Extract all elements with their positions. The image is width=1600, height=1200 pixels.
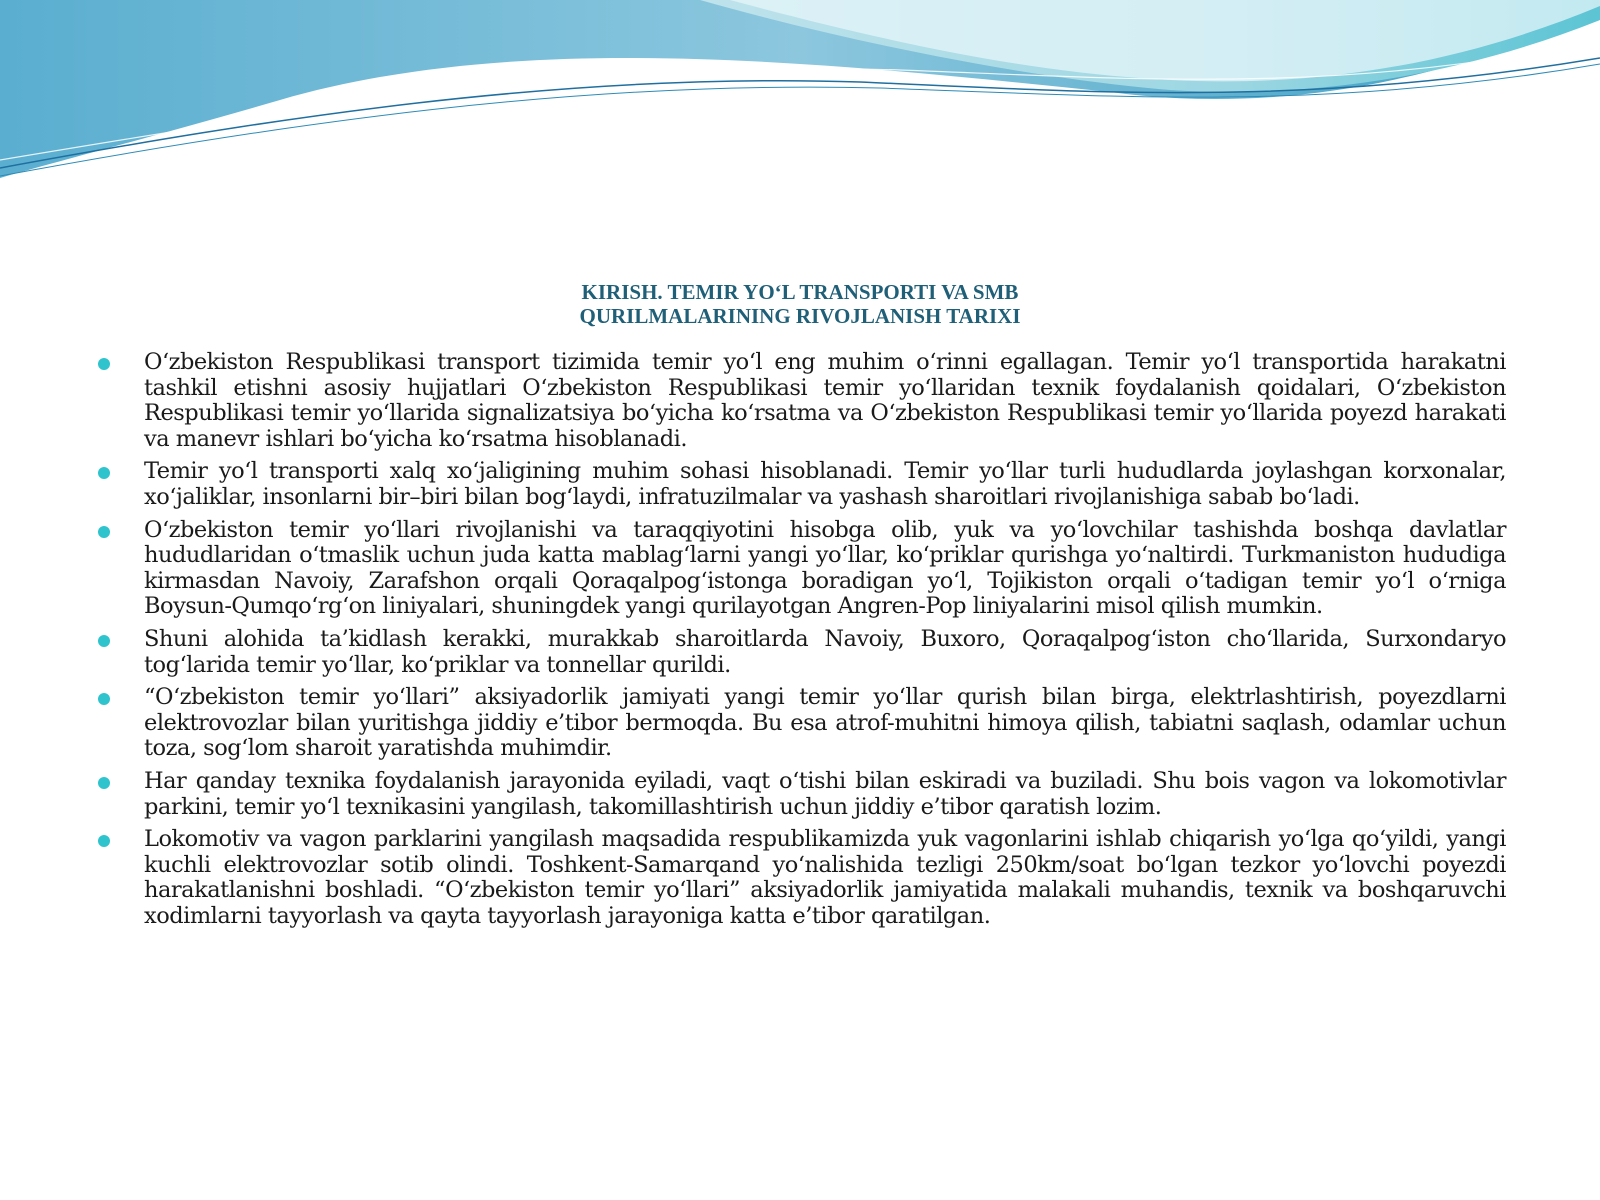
bullet-text-4: Shuni alohida ta’kidlash kerakki, murakkab sharoitlarda Navoiy, Buxoro, Qoraqalpog‘iston cho‘llarida, Surxondaryo tog‘larida temir yo‘llar, ko‘priklar va tonnellar qurildi. [144, 625, 1506, 678]
bullet-list [96, 350, 1506, 936]
bullet-item-4 [96, 627, 1506, 678]
bullet-item-7 [96, 827, 1506, 929]
bullet-dot-icon [98, 526, 110, 538]
bullet-text-5: “O‘zbekiston temir yo‘llari” aksiyadorlik jamiyati yangi temir yo‘llar qurish bilan birga, elektrlashtirish, poyezdlarni elektrovozlar bilan yuritishga jiddiy e’tibor bermoqda. Bu esa atrof-muhitni himoya qilish, tabiatni saqlash, odamlar uchun toza, sog‘lom sharoit yaratishda muhimdir. [144, 684, 1506, 762]
slide-title-line-2: QURILMALARINING RIVOJLANISH TARIXI [579, 304, 1021, 328]
bullet-dot-icon [98, 693, 110, 705]
bullet-item-1 [96, 350, 1506, 452]
bullet-item-6 [96, 769, 1506, 820]
bullet-text-7: Lokomotiv va vagon parklarini yangilash maqsadida respublikamizda yuk vagonlarini ishlab chiqarish yo‘lga qo‘yildi, yangi kuchli elektrovozlar sotib olindi. Toshkent-Samarqand yo‘nalishida tezligi 250km/soat bo‘lgan tezkor yo‘lovchi poyezdi harakatlanishni boshladi. “O‘zbekiston temir yo‘llari” aksiyadorlik jamiyatida malakali muhandis, texnik va boshqaruvchi xodimlarni tayyorlash va qayta tayyorlash jarayoniga katta e’tibor qaratilgan. [144, 826, 1506, 929]
bullet-dot-icon [98, 835, 110, 847]
bullet-text-6: Har qanday texnika foydalanish jarayonida eyiladi, vaqt o‘tishi bilan eskiradi va buziladi. Shu bois vagon va lokomotivlar parkini, temir yo‘l texnikasini yangilash, takomillashtirish uchun jiddiy e’tibor qaratish lozim. [144, 767, 1506, 820]
bullet-dot-icon [98, 467, 110, 479]
bullet-item-2 [96, 459, 1506, 510]
bullet-dot-icon [98, 358, 110, 370]
bullet-dot-icon [98, 777, 110, 789]
bullet-text-1: O‘zbekiston Respublikasi transport tizimida temir yo‘l eng muhim o‘rinni egallagan. Temir yo‘l transportida harakatni tashkil etishni asosiy hujjatlari O‘zbekiston Respublikasi temir yo‘llaridan texnik foydalanish qoidalari, O‘zbekiston Respublikasi temir yo‘llarida signalizatsiya bo‘yicha ko‘rsatma va O‘zbekiston Respublikasi temir yo‘llarida poyezd harakati va manevr ishlari bo‘yicha ko‘rsatma hisoblanadi. [144, 349, 1506, 452]
slide-title-line-1: KIRISH. TEMIR YO‘L TRANSPORTI VA SMB [581, 280, 1019, 304]
slide-title [0, 280, 1600, 328]
header-wave-decoration [0, 0, 1600, 200]
bullet-item-5 [96, 685, 1506, 762]
bullet-item-3 [96, 518, 1506, 620]
bullet-text-2: Temir yo‘l transporti xalq xo‘jaligining muhim sohasi hisoblanadi. Temir yo‘llar turli hududlarda joylashgan korxonalar, xo‘jaliklar, insonlarni bir–biri bilan bog‘laydi, infratuzilmalar va yashash sharoitlari rivojlanishiga sabab bo‘ladi. [144, 458, 1506, 510]
bullet-text-3: O‘zbekiston temir yo‘llari rivojlanishi va taraqqiyotini hisobga olib, yuk va yo‘lovchilar tashishda boshqa davlatlar hududlaridan o‘tmaslik uchun juda katta mablag‘larni yangi yo‘llar, ko‘priklar qurishga yo‘naltirdi. Turkmaniston hududiga kirmasdan Navoiy, Zarafshon orqali Qoraqalpog‘istonga boradigan yo‘l, Tojikiston orqali o‘tadigan temir yo‘l o‘rniga Boysun-Qumqo‘rg‘on liniyalari, shuningdek yangi qurilayotgan Angren-Pop liniyalarini misol qilish mumkin. [144, 516, 1506, 620]
bullet-dot-icon [98, 635, 110, 647]
